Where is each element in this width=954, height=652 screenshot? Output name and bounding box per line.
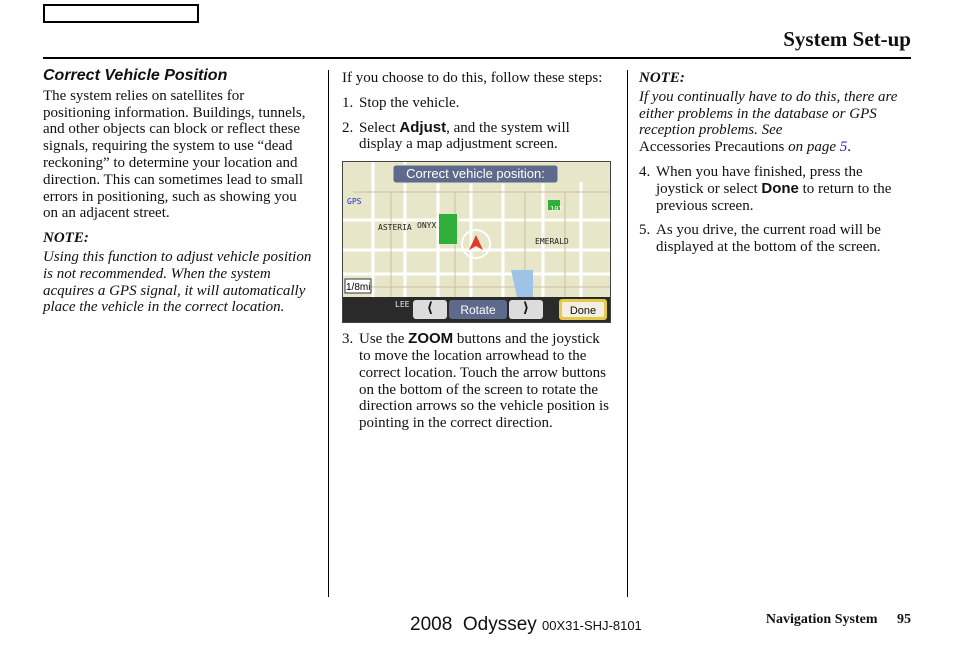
middle-column bbox=[342, 70, 614, 440]
zoom-label: ZOOM bbox=[408, 330, 454, 348]
map-scale: 1/8mi bbox=[346, 282, 371, 294]
step-text: Stop the vehicle. bbox=[359, 94, 460, 111]
gps-label: GPS bbox=[347, 197, 362, 207]
steps-intro: If you choose to do this, follow these steps: bbox=[342, 70, 603, 86]
step-number: 3. bbox=[342, 331, 354, 348]
rotate-label: Rotate bbox=[460, 303, 496, 318]
step-text: As you drive, the current road will be displayed at the bottom of the screen. bbox=[656, 222, 881, 256]
step-number: 4. bbox=[639, 163, 651, 180]
map-banner-title: Correct vehicle position: bbox=[406, 166, 545, 182]
page-number: 95 bbox=[897, 612, 911, 627]
page-title: System Set-up bbox=[783, 27, 911, 51]
step-4 bbox=[639, 164, 911, 214]
note-text: If you continually have to do this, there are either problems in the database or GPS reception problems. See Accessories Precautions on page 5. bbox=[639, 88, 898, 156]
note-text: Using this function to adjust vehicle position is not recommended. When the system acquires a GPS signal, it will automatically place the vehicle in the correct location. bbox=[43, 248, 312, 316]
step-text: Select Adjust, and the system will display a map adjustment screen. bbox=[359, 118, 570, 153]
street-label: ASTERIA bbox=[378, 223, 412, 233]
step-number: 1. bbox=[342, 94, 354, 111]
adjust-label: Adjust bbox=[399, 118, 447, 136]
section-heading: Correct Vehicle Position bbox=[43, 67, 228, 84]
street-label: EMERALD bbox=[535, 237, 569, 247]
rotate-right-button[interactable]: ⟩ bbox=[522, 301, 530, 317]
route-shield: 107 bbox=[550, 205, 563, 214]
rotate-left-button[interactable]: ⟨ bbox=[426, 301, 434, 317]
footer-model-name: Odyssey bbox=[462, 614, 537, 635]
step-3 bbox=[342, 331, 614, 432]
left-column bbox=[43, 68, 315, 324]
map-adjustment-screen bbox=[342, 161, 611, 323]
step-2 bbox=[342, 120, 614, 154]
footer-year: 2008 bbox=[410, 614, 453, 635]
done-label: Done bbox=[761, 179, 799, 197]
map-graphic bbox=[343, 162, 610, 322]
footer-code: 00X31-SHJ-8101 bbox=[542, 618, 642, 633]
street-label: LEE bbox=[395, 300, 410, 310]
step-1 bbox=[342, 95, 614, 112]
step-number: 2. bbox=[342, 119, 354, 136]
note-label: NOTE: bbox=[43, 230, 89, 247]
step-text: Use the ZOOM buttons and the joystick to move the location arrowhead to the correct location. Touch the arrow buttons on the bottom of the screen to rotate the direction arrows so the vehicle position is pointing in the correct direction. bbox=[359, 330, 609, 432]
footer-section bbox=[766, 612, 911, 628]
column-divider-1 bbox=[328, 70, 329, 597]
step-number: 5. bbox=[639, 222, 651, 239]
right-column bbox=[639, 70, 911, 264]
footer-section-name: Navigation System bbox=[765, 612, 878, 627]
column-divider-2 bbox=[627, 70, 628, 597]
step-text: When you have finished, press the joystick or select Done to return to the previous screen. bbox=[656, 163, 892, 214]
done-button[interactable]: Done bbox=[569, 305, 597, 318]
header-tab-box bbox=[43, 4, 199, 23]
intro-paragraph: The system relies on satellites for positioning information. Buildings, tunnels, and other objects can block or reflect these signals, requiring the system to use “dead reckoning” to determine your location and direction. This can sometimes lead to small errors in positioning, such as showing you on an adjacent street. bbox=[43, 87, 306, 222]
header-rule bbox=[43, 57, 911, 59]
step-5 bbox=[639, 222, 911, 256]
page-link[interactable]: 5 bbox=[839, 139, 848, 156]
note-label: NOTE: bbox=[639, 70, 685, 86]
street-label: ONYX bbox=[417, 221, 437, 231]
footer-model bbox=[410, 614, 642, 636]
